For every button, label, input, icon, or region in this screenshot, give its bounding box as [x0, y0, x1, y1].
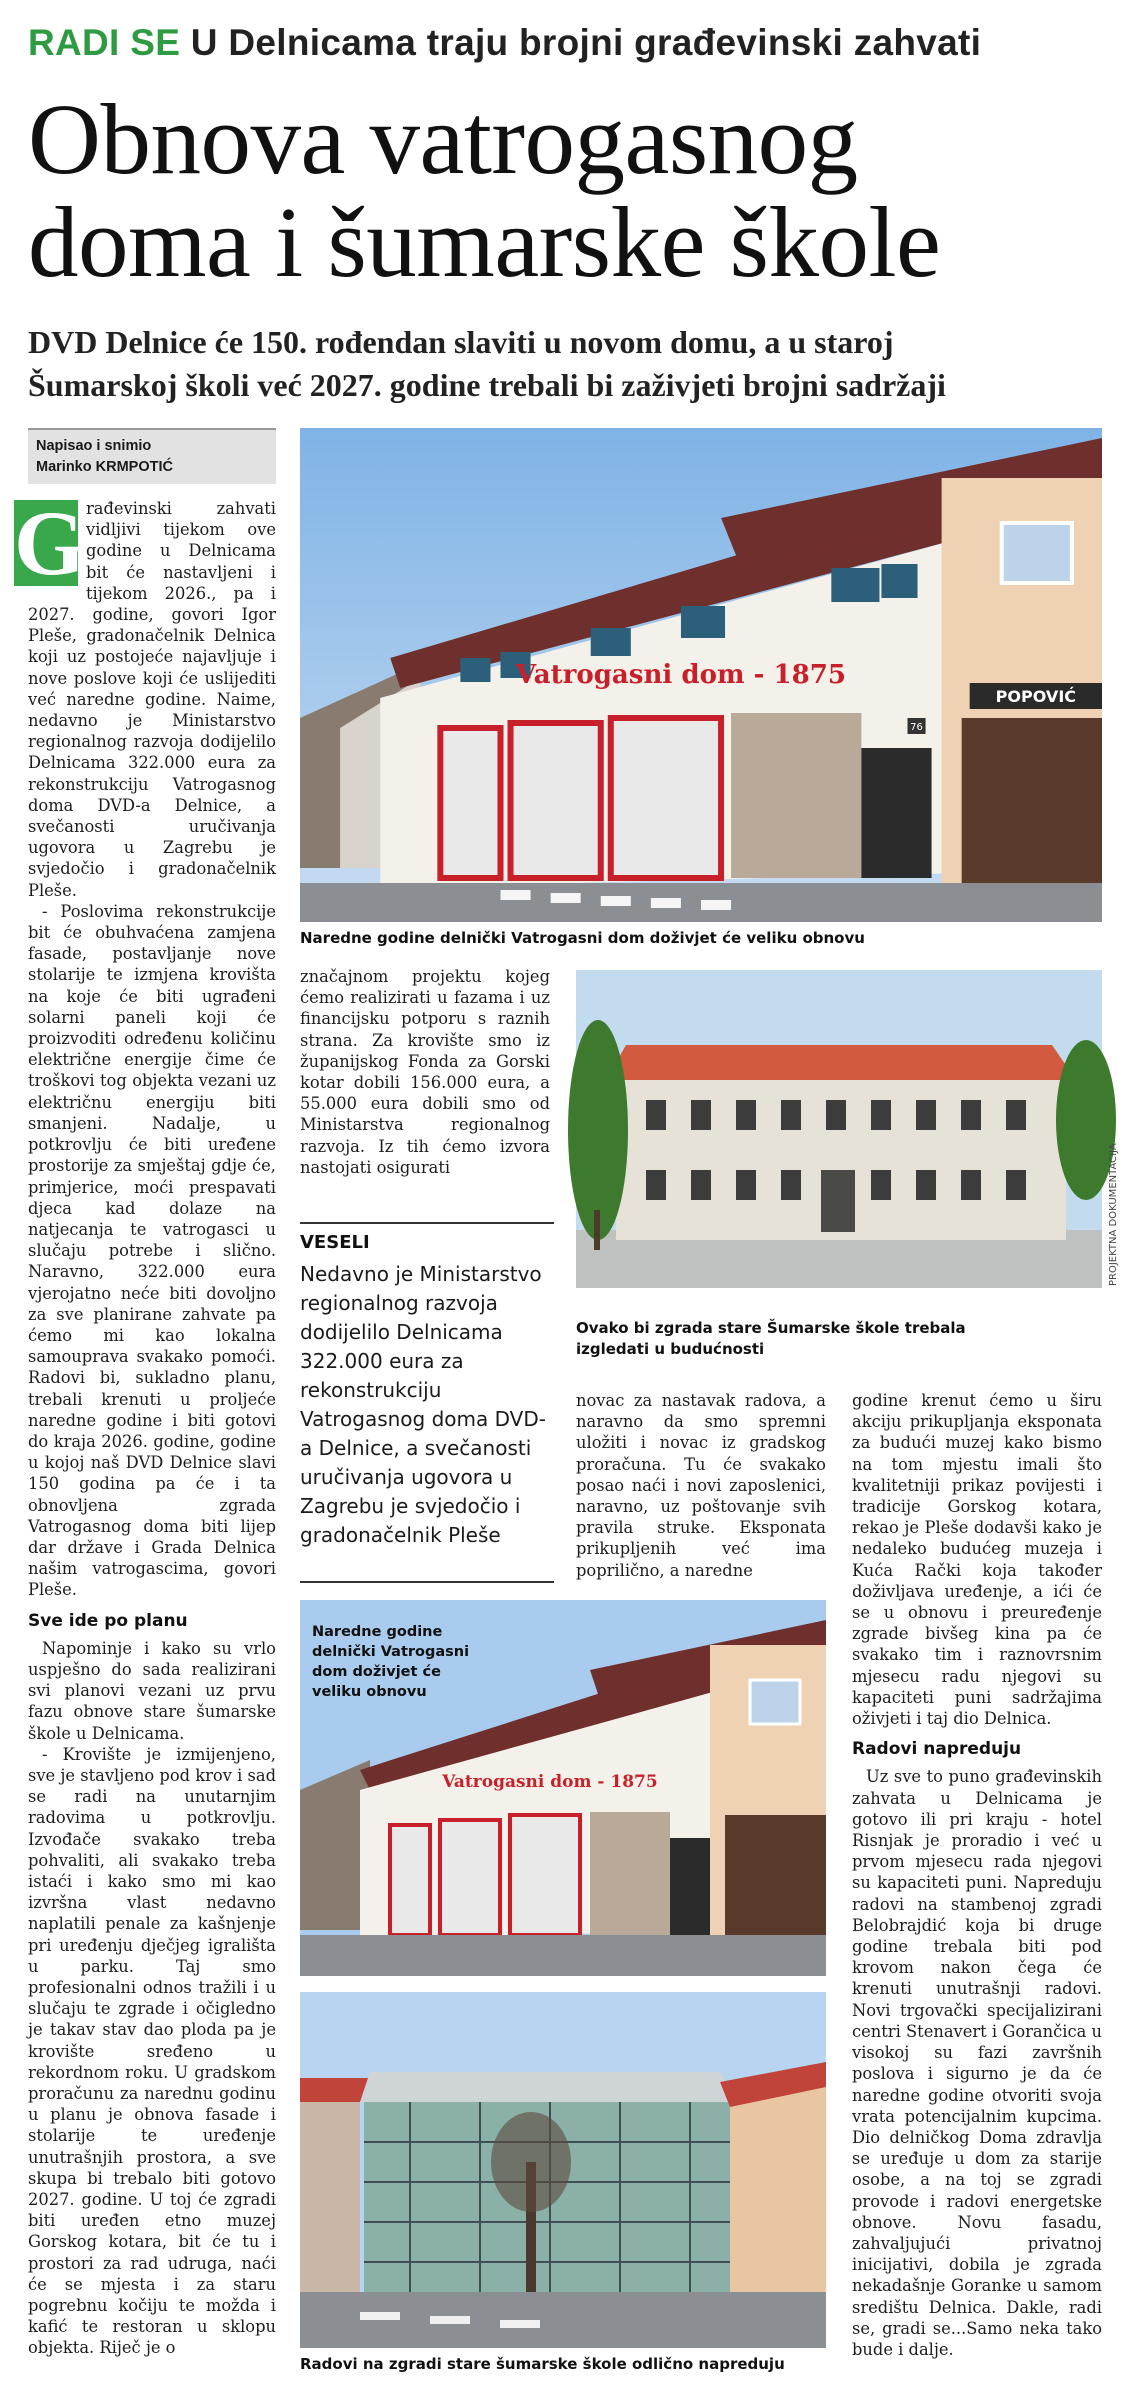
byline-author: Marinko KRMPOTIĆ	[36, 459, 173, 475]
house-number: 76	[910, 722, 923, 733]
building-sign: Vatrogasni dom - 1875	[515, 660, 846, 690]
building-sign-2: Vatrogasni dom - 1875	[442, 1772, 658, 1792]
article-col3-text: novac za nastavak radova, a naravno da smo spremni uložiti i novac iz gradskog proračuna. Tu će svakako posao naći i novi zaposlenici, naravno, uz poštovanje svih pravila struke. Eksponata prikupljenih već ima poprilično, a naredne	[576, 1391, 826, 1580]
caption-forestry-school-render	[576, 1318, 1102, 1360]
kicker	[28, 22, 981, 64]
article-column-3	[576, 1390, 826, 1590]
subhead-line2: Šumarskoj školi već 2027. godine trebali bi zaživjeti brojni sadržaji	[28, 367, 946, 403]
subtitle-progress: Radovi napreduju	[852, 1739, 1022, 1760]
article-column-2	[300, 966, 550, 1206]
caption-fire-station-2: Naredne godine delnički Vatrogasni dom doživjet će veliku obnovu	[312, 1624, 470, 1700]
forestry-school-works-image	[300, 1992, 826, 2348]
fire-station-image	[300, 428, 1102, 922]
box-title: VESELI	[300, 1232, 370, 1253]
kicker-label: RADI SE	[28, 22, 181, 63]
headline-line2: doma i šumarske škole	[28, 186, 941, 298]
article-col4-text: godine krenut ćemo u širu akciju prikupljanja eksponata za budući muzej kako bismo na tom mjestu imali što kvalitetniji prikaz povijesti i tradicije Gorskog kotara, rekao je Pleše dodavši kako je nedaleko budućeg muzeja i Kuća Rački koja također doživljava uređenje, a ići će se u obnovu i preuređenje zgrade bivšeg kina pa će svakako tim i raznovrsnim mjesecu radu njegovi su kapaciteti puni sadržajima oživjeti i taj dio Delnica.	[852, 1391, 1102, 1729]
box-rule-top	[300, 1222, 554, 1224]
caption-forestry-school-works: Radovi na zgradi stare šumarske škole odlično napreduju	[300, 2355, 785, 2373]
box-rule-bottom	[300, 1581, 554, 1583]
photo-credit: PROJEKTNA DOKUMENTACIJA	[1108, 1143, 1119, 1286]
photo-fire-station	[300, 428, 1102, 922]
caption-fire-station: Naredne godine delnički Vatrogasni dom doživjet će veliku obnovu	[300, 929, 865, 947]
subtitle-plan: Sve ide po planu	[28, 1610, 188, 1631]
shop-sign: POPOVIĆ	[995, 687, 1077, 706]
subhead-line1: DVD Delnice će 150. rođendan slaviti u novom domu, a u staroj	[28, 324, 894, 360]
headline	[28, 83, 1118, 298]
article-col4-paragraph-2: Uz sve to puno građevinskih zahvata u Delnicama je gotovo ili pri kraju - hotel Risnjak je proradio i već u prvom mjesecu rada njegovi su kapaciteti puni. Napreduju radovi na stambenoj zgradi Belobrajdić koja bi druge godine trebala biti pod krovom nakon čega će krenuti unutrašnji radovi. Novi trgovački specijalizirani centri Stenavert i Gorančica u visokoj su fazi završnih poslova i sigurno je da će naredne godine otvoriti svoja vrata potencijalnim kupcima. Dio delničkog Doma zdravlja se uređuje u dom za starije osobe, a na toj se zgradi provode i radovi energetske obnove. Novu fasadu, zahvaljujući privatnoj inicijativi, dobila je zgrada nekadašnje Goranke u samom središtu Delnica. Dakle, radi se, gradi se...Samo neka tako bude i dalje.	[852, 1767, 1102, 2359]
headline-line1: Obnova vatrogasnog	[28, 83, 858, 195]
box-text: Nedavno je Ministarstvo regionalnog razvoja dodijelilo Delnicama 322.000 eura za rekonstrukciju Vatrogasnog doma DVD-a Delnice, a svečanosti uručivanja ugovora u Zagrebu je svjedočio i gradonačelnik Pleše	[300, 1262, 546, 1547]
article-paragraph-4: - Krovište je izmijenjeno, sve je stavljeno pod krov i sad se radi na unutarnjim radovima u potkrovlju. Izvođače svakako treba pohvaliti, ali svakako treba istaći i kako smo mi kao izvršna vlast nedavno naplatili penale za kašnjenje pri uređenju dječjeg igrališta u parku. Taj smo profesionalni odnos tražili i u slučaju te zgrade i očigledno je takav stav dao ploda pa je krovište sređeno u rekordnom roku. U gradskom proračunu za narednu godinu u planu je obnova fasade i stolarije te uređenje unutrašnjih prostora, a sve skupa bi trebalo biti gotovo 2027. godine. U toj će zgradi biti uređen etno muzej Gorskog kotara, bit će tu i prostori za rad udruga, naći će se mjesta i za staru pogrebnu kočiju te možda i kafić te restoran u sklopu objekta. Riječ je o	[28, 1744, 276, 2358]
photo-forestry-school-works	[300, 1992, 826, 2348]
photo-forestry-school-render	[576, 970, 1102, 1288]
article-column-4	[852, 1390, 1102, 2390]
article-col2-text: značajnom projektu kojeg ćemo realizirati u fazama i uz financijsku potporu s raznih strana. Za krovište smo iz županijskog Fonda za Gorski kotar dobili 156.000 eura, a 55.000 eura dobili smo od Ministarstva regionalnog razvoja. Iz tih ćemo izvora nastojati osigurati	[300, 967, 550, 1177]
byline	[28, 428, 276, 484]
article-column-1	[14, 492, 276, 2391]
article-paragraph-3: Napominje i kako su vrlo uspješno do sada realizirani svi planovi vezani uz prvu fazu obnove stare šumarske škole u Delnicama.	[28, 1638, 276, 1743]
subhead	[28, 321, 1118, 407]
kicker-text: U Delnicama traju brojni građevinski zahvati	[190, 22, 982, 63]
article-intro: rađevinski zahvati vidljivi tijekom ove godine u Delnicama bit će nastavljeni i tijekom 2026., pa i 2027. godine, govori Igor Pleše, gradonačelnik Delnica koji uz postojeće najavljuje i nove poslove koji će uslijediti već naredne godine. Naime, nedavno je Ministarstvo regionalnog razvoja dodijelilo Delnicama 322.000 eura za rekonstrukciju Vatrogasnog doma DVD-a Delnice, a svečanosti uručivanja ugovora u Zagrebu je svjedočio i gradonačelnik Pleše.	[28, 499, 276, 900]
caption-render-line2: izgledati u budućnosti	[576, 1340, 765, 1358]
caption-render-line1: Ovako bi zgrada stare Šumarske škole trebala	[576, 1319, 966, 1337]
byline-role: Napisao i snimio	[36, 438, 152, 454]
dropcap: G	[14, 492, 86, 594]
forestry-school-render-image	[576, 970, 1102, 1288]
article-paragraph-2: - Poslovima rekonstrukcije bit će obuhvaćena zamjena fasade, postavljanje nove stolarije te izmjena krovišta na koje će biti ugrađeni solarni paneli koji će proizvoditi određenu količinu električne energije čime će troškovi tog objekta vezani uz električnu energiju biti smanjeni. Nadalje, u potkrovlju će biti uređene prostorije za smještaj gdje će, primjerice, moći prespavati djeca kad dolaze na natjecanja te vatrogasci u slučaju potrebe i slično. Naravno, 322.000 eura vjerojatno neće biti dovoljno za sve planirane zahvate pa ćemo mi kao lokalna samouprava svakako pomoći. Radovi bi, sukladno planu, trebali krenuti u proljeće naredne godine i biti gotovi do kraja 2026. godine, godine u kojoj naš DVD Delnice slavi 150 godina pa će i ta obnovljena zgrada Vatrogasnog doma biti lijep dar države i Grada Delnica našim vatrogascima, govori Pleše.	[28, 901, 276, 1600]
